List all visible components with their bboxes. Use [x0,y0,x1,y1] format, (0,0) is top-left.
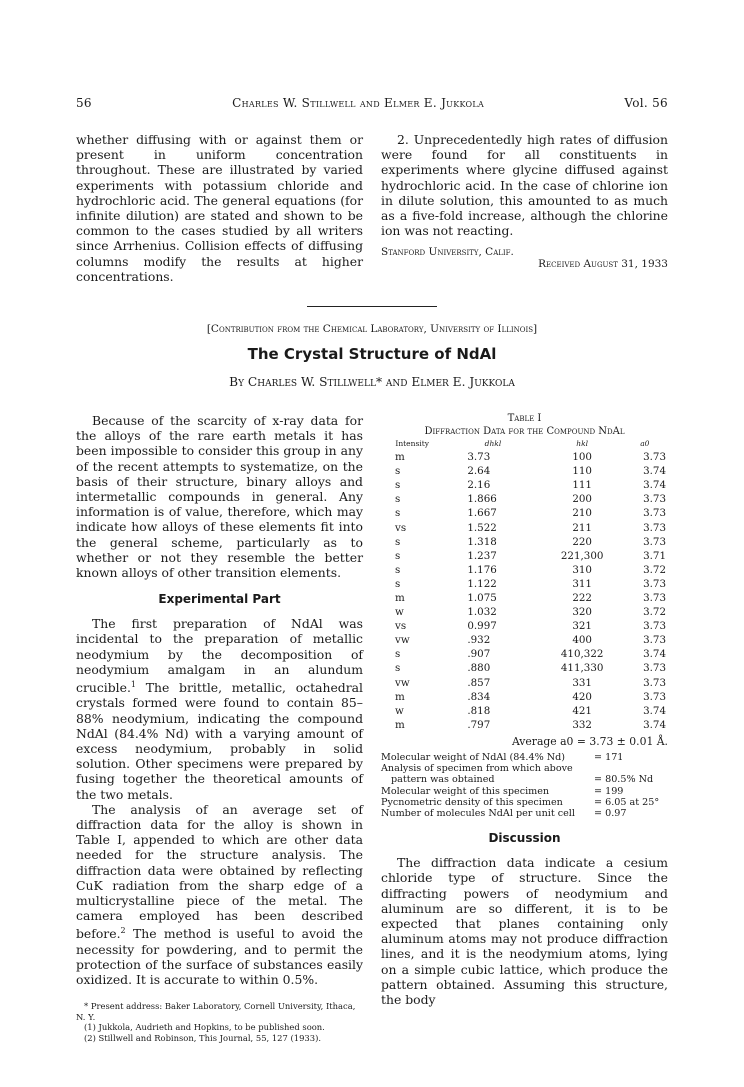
table-cell: m [395,690,405,703]
table-cell: 3.72 [643,606,666,619]
column-header: a0 [640,439,650,449]
property-value: = 0.97 [594,807,627,819]
table-cell: 3.74 [643,465,666,478]
table-cell: 0.997 [467,620,497,633]
table-row [381,492,668,506]
property-row [381,797,668,808]
table-row [381,661,668,675]
table-cell: vw [395,634,410,647]
right-column [381,413,668,1043]
table-header-row [381,439,668,450]
table-row [381,676,668,690]
footnote: (1) Jukkola, Audrieth and Hopkins, to be published soon. [84,1022,325,1033]
table-cell: 3.73 [643,634,666,647]
table-cell: vs [395,521,407,534]
table-cell: 222 [572,591,592,604]
column-header: dhkl [484,439,502,449]
experimental-paragraph-1: The first preparation of NdAl was incidental to the preparation of metallic neodymium by the decomposition of neodymium amalgam in an alundum crucible.$^1$ The brittle, metallic, octahedral crystals formed were found to contain 85–88% neodymium, indicating the compound NdAl (84.4% Nd) with a varying amount of excess neodymium, probably in solid solution. Other specimens were prepared by fusing together the theoretical amounts of the two metals. [76,616,363,802]
received-date: Received August 31, 1933 [538,258,668,271]
table-cell: 200 [572,493,592,506]
property-row [381,752,668,763]
table-cell: 420 [572,690,592,703]
property-value: = 80.5% Nd [594,774,654,786]
table-row [381,478,668,492]
table-cell: .907 [467,648,491,661]
table-cell: s [395,563,401,576]
table-cell: 3.73 [643,535,666,548]
table-row [381,605,668,619]
table-row [381,521,668,535]
table-cell: 3.73 [467,451,491,464]
table-cell: 320 [572,606,592,619]
table-cell: s [395,549,401,562]
table-cell: 3.71 [643,549,666,562]
table-cell: 1.522 [467,521,497,534]
table-cell: 111 [572,479,592,492]
table-cell: 3.73 [643,577,666,590]
table-cell: 1.032 [467,606,497,619]
left-column [76,413,363,1043]
property-value [594,763,668,774]
article-body [76,413,668,1043]
table-cell: s [395,493,401,506]
discussion-heading: Discussion [488,831,561,846]
footnotes [76,1001,363,1043]
table-cell: 3.74 [643,648,666,661]
volume-number: Vol. 56 [624,96,668,110]
property-label: Analysis of specimen from which above [381,763,573,775]
footnote: (2) Stillwell and Robinson, This Journal, 55, 127 (1933). [84,1032,322,1043]
table-cell: 1.866 [467,493,497,506]
property-value: = 6.05 at 25° [594,796,660,808]
table-row [381,563,668,577]
table-caption: Diffraction Data for the Compound NdAl [424,426,625,438]
table-cell: w [395,704,404,717]
table-cell: 210 [572,507,592,520]
table-cell: m [395,451,405,464]
page-number: 56 [76,96,92,110]
table-row [381,577,668,591]
property-label: pattern was obtained [391,774,495,786]
table-cell: .857 [467,676,491,689]
table-cell: 3.73 [643,690,666,703]
table-row [381,633,668,647]
table-cell: 321 [572,620,592,633]
table-row [381,718,668,732]
table-cell: .932 [467,634,491,647]
table-cell: 3.74 [643,718,666,731]
table-cell: s [395,507,401,520]
previous-article-end [76,132,668,284]
table-row [381,549,668,563]
table-row [381,535,668,549]
property-value: = 199 [594,785,624,797]
property-label: Molecular weight of this specimen [381,785,550,797]
property-value: = 171 [594,751,624,763]
table-cell: 3.73 [643,507,666,520]
table-row [381,450,668,464]
table-cell: 3.74 [643,479,666,492]
table-cell: s [395,662,401,675]
table-cell: 311 [572,577,592,590]
property-row [381,763,668,774]
table-label: Table I [507,413,542,425]
table-cell: 310 [572,563,592,576]
property-row [381,774,668,785]
contribution-line: [Contribution from the Chemical Laboratory, University of Illinois] [206,323,538,336]
previous-summary-right: 2. Unprecedentedly high rates of diffusion were found for all constituents in experiments where glycine diffused against hydrochloric acid. In the case of chlorine ion in dilute solution, this amounted to as much as a five-fold increase, although the chlorine ion was not reacting. [381,132,668,239]
table-cell: vs [395,620,407,633]
divider-rule [307,306,437,307]
table-row [381,591,668,605]
journal-page [76,96,668,1043]
table-cell: 400 [572,634,592,647]
experimental-heading: Experimental Part [158,592,281,607]
table-cell: 1.176 [467,563,497,576]
table-cell: .880 [467,662,491,675]
table-cell: .818 [467,704,491,717]
table-cell: 220 [572,535,592,548]
running-header [76,96,668,110]
table-cell: 3.73 [643,662,666,675]
table-row [381,647,668,661]
table-row [381,464,668,478]
property-label: Molecular weight of NdAl (84.4% Nd) [381,751,566,763]
table-cell: 211 [572,521,592,534]
table-cell: 421 [572,704,592,717]
footnote: * Present address: Baker Laboratory, Cornell University, Ithaca, N. Y. [76,1001,356,1022]
table-cell: 332 [572,718,592,731]
column-header: Intensity [395,439,429,449]
table-cell: 3.73 [643,521,666,534]
intro-paragraph: Because of the scarcity of x-ray data for the alloys of the rare earth metals it has been impossible to consider this group in any of the recent attempts to systematize, on the basis of their structure, binary alloys and intermetallic compounds in general. Any information is of value, therefore, which may indicate how alloys of these elements fit into the general scheme, particularly as to whether or not they resemble the better known alloys of other transition elements. [76,413,363,581]
table-cell: 411,330 [560,662,604,675]
table-row [381,690,668,704]
property-row [381,808,668,819]
table-row [381,704,668,718]
table-cell: 3.73 [643,676,666,689]
table-cell: 3.73 [643,591,666,604]
table-cell: s [395,577,401,590]
table-cell: 110 [572,465,592,478]
table-cell: 1.075 [467,591,497,604]
specimen-properties [381,752,668,819]
property-label: Pycnometric density of this specimen [381,796,563,808]
table-row [381,619,668,633]
table-cell: 1.122 [467,577,497,590]
experimental-paragraph-2: The analysis of an average set of diffraction data for the alloy is shown in Table I, appended to which are other data needed for the structure analysis. The diffraction data were obtained by reflecting CuK radiation from the sharp edge of a multicrystalline piece of the metal. The camera employed has been described before.$^2$ The method is useful to avoid the necessity for powdering, and to permit the protection of the surface of substances easily oxidized. It is accurate to within 0.5%. [76,801,363,988]
table-cell: .797 [467,718,491,731]
table-cell: 1.667 [467,507,497,520]
table-cell: 2.16 [467,479,491,492]
table-cell: 3.74 [643,704,666,717]
table-cell: 2.64 [467,465,491,478]
footnote-ref-1: 1 [130,680,137,690]
table-cell: 100 [572,451,592,464]
table-cell: s [395,648,401,661]
table-cell: 3.73 [643,451,666,464]
table-cell: m [395,718,405,731]
table-cell: 410,322 [560,648,604,661]
table-cell: 3.72 [643,563,666,576]
column-header: hkl [576,439,589,449]
article-title: The Crystal Structure of NdAl [247,345,497,364]
table-cell: m [395,591,405,604]
footnote-ref-2: 2 [120,926,126,936]
table-cell: 3.73 [643,620,666,633]
table-cell: s [395,465,401,478]
diffraction-table [381,439,668,732]
table-cell: 331 [572,676,592,689]
running-authors: Charles W. Stillwell and Elmer E. Jukkola [232,96,485,110]
table-row [381,506,668,520]
table-cell: s [395,535,401,548]
previous-summary-left: whether diffusing with or against them or present in uniform concentration throughout. These are illustrated by varied experiments with potassium chloride and hydrochloric acid. The general equations (for infinite dilution) are stated and shown to be common to the cases studied by all writers since Arrhenius. Collision effects of diffusing columns modify the results at higher concentrations. [76,132,363,284]
table-cell: w [395,606,404,619]
table-cell: 3.73 [643,493,666,506]
property-row [381,786,668,797]
table-cell: 1.237 [467,549,497,562]
table-cell: .834 [467,690,491,703]
discussion-paragraph: The diffraction data indicate a cesium chloride type of structure. Since the diffracting powers of neodymium and aluminum are so different, it is to be expected that planes containing only aluminum atoms may not produce diffraction lines, and it is the neodymium atoms, lying on a simple cubic lattice, which produce the pattern obtained. Assuming this structure, the body [381,855,668,1007]
affiliation: Stanford University, Calif. [381,246,514,259]
table-cell: 221,300 [560,549,604,562]
table-cell: vw [395,676,410,689]
property-label: Number of molecules NdAl per unit cell [381,807,575,819]
table-cell: s [395,479,401,492]
byline: By Charles W. Stillwell* and Elmer E. Jukkola [229,375,515,390]
average-lattice-constant: Average a0 = 3.73 ± 0.01 Å. [511,734,668,748]
table-cell: 1.318 [467,535,497,548]
